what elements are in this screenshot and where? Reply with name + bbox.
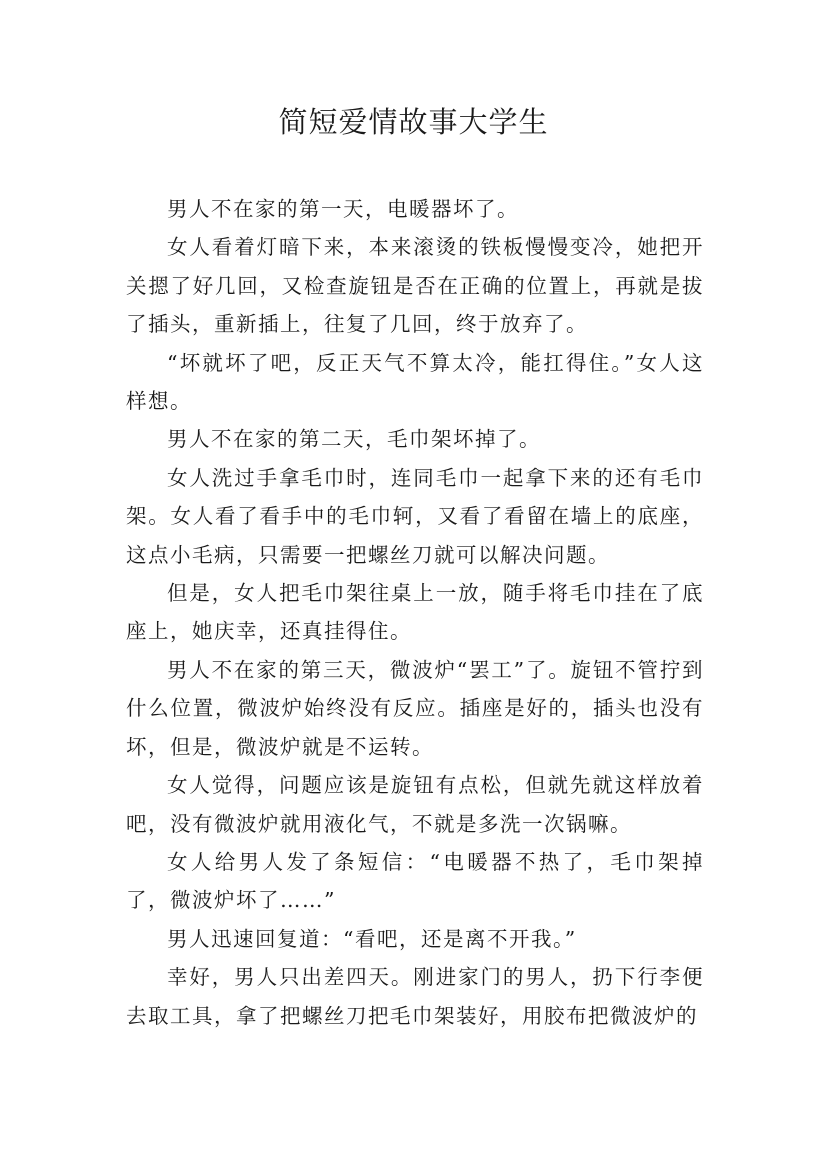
paragraph: 幸好，男人只出差四天。刚进家门的男人，扔下行李便去取工具，拿了把螺丝刀把毛巾架装好，用胶布把微波炉的 <box>126 965 704 1028</box>
paragraph: 但是，女人把毛巾架往桌上一放，随手将毛巾挂在了底座上，她庆幸，还真挂得住。 <box>126 581 704 644</box>
paragraph: “坏就坏了吧，反正天气不算太冷，能扛得住。”女人这样想。 <box>126 350 704 414</box>
paragraph: 男人迅速回复道：“看吧，还是离不开我。” <box>167 926 577 951</box>
paragraph: 男人不在家的第二天，毛巾架坏掉了。 <box>167 427 541 452</box>
paragraph: 女人看着灯暗下来，本来滚烫的铁板慢慢变冷，她把开关摁了好几回，又检查旋钮是否在正确的位置上，再就是拔了插头，重新插上，往复了几回，终于放弃了。 <box>126 235 704 337</box>
paragraph: 男人不在家的第三天，微波炉“罢工”了。旋钮不管拧到什么位置，微波炉始终没有反应。插座是好的，插头也没有坏，但是，微波炉就是不运转。 <box>126 657 704 759</box>
document-body <box>126 190 704 1035</box>
paragraph: 女人洗过手拿毛巾时，连同毛巾一起拿下来的还有毛巾架。女人看了看手中的毛巾轲，又看了看留在墙上的底座，这点小毛病，只需要一把螺丝刀就可以解决问题。 <box>126 465 704 567</box>
paragraph: 女人觉得，问题应该是旋钮有点松，但就先就这样放着吧，没有微波炉就用液化气，不就是多洗一次锅嘛。 <box>126 773 704 836</box>
paragraph: 女人给男人发了条短信：“电暖器不热了，毛巾架掉了，微波炉坏了……” <box>126 849 704 913</box>
paragraph: 男人不在家的第一天，电暖器坏了。 <box>167 197 519 221</box>
document-title: 简短爱情故事大学生 <box>278 105 549 139</box>
